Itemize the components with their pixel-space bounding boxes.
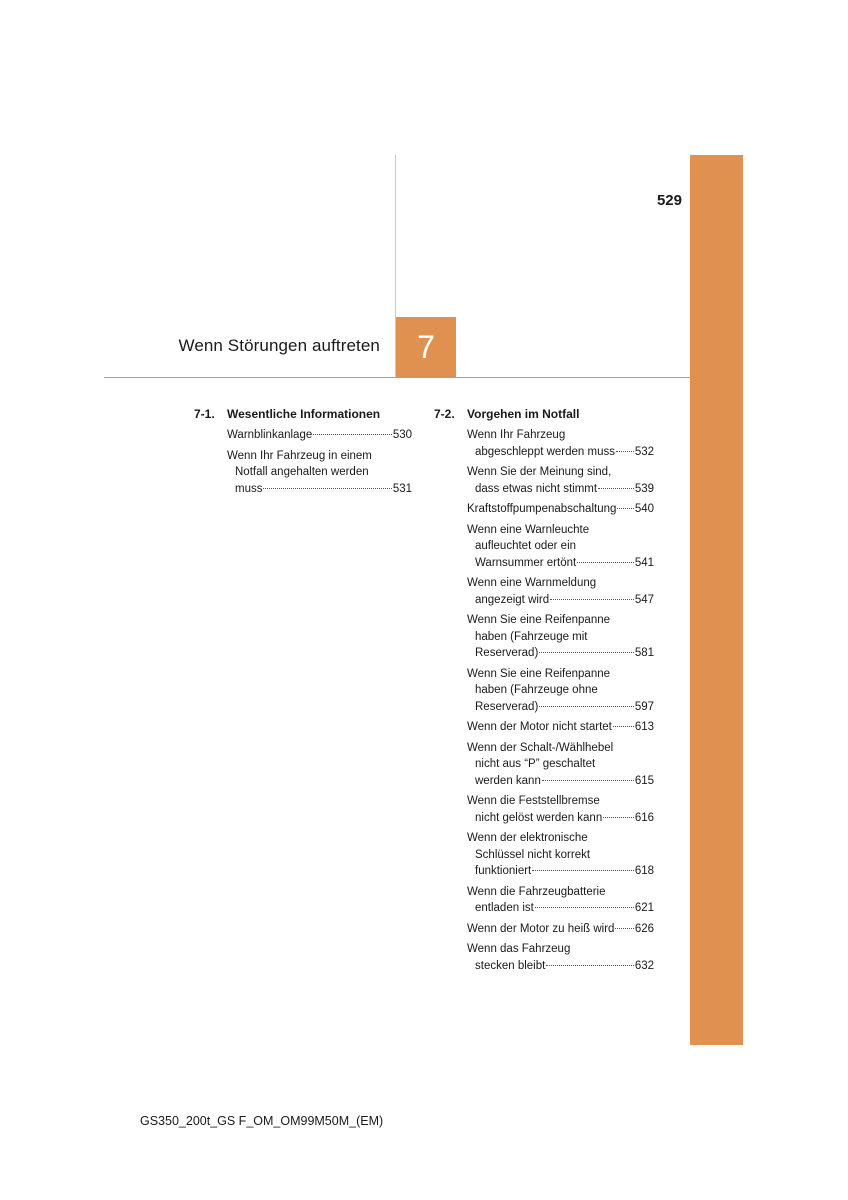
toc-entry[interactable] <box>467 501 654 518</box>
toc-entry-line <box>467 427 654 444</box>
toc-entry-page: 530 <box>392 429 412 441</box>
section-number: 7-2. <box>434 407 455 421</box>
toc-entry-text: Kraftstoffpumpenabschaltung <box>467 503 617 515</box>
toc-entry-page: 547 <box>634 593 654 606</box>
toc-entry-line <box>467 464 654 481</box>
dot-leader <box>542 780 634 781</box>
dot-leader <box>263 488 391 489</box>
toc-entry-text: Notfall angehalten werden <box>235 466 369 478</box>
toc-entry-page: 531 <box>392 482 412 495</box>
dot-leader <box>617 508 633 509</box>
dot-leader <box>550 599 634 600</box>
toc-entry-text: Warnblinkanlage <box>227 429 313 441</box>
toc-entry-text: haben (Fahrzeuge ohne <box>475 684 598 696</box>
section-title: Wesentliche Informationen <box>227 407 381 421</box>
toc-entry-line <box>467 900 654 917</box>
toc-entry-text: Wenn das Fahrzeug <box>467 943 571 955</box>
toc-entry-text: Schlüssel nicht korrekt <box>475 848 591 861</box>
toc-entry-text: Warnsummer ertönt <box>475 556 577 569</box>
toc-entry[interactable] <box>227 448 412 498</box>
toc-entry-page: 613 <box>634 721 654 733</box>
toc-entry-text: muss <box>235 482 263 495</box>
toc-entry-line <box>467 884 654 901</box>
chapter-thumb-tab <box>690 155 743 1045</box>
toc-entry-line <box>467 538 654 555</box>
toc-entry-page: 532 <box>634 445 654 458</box>
section-title: Vorgehen im Notfall <box>467 407 580 421</box>
toc-entry-page: 618 <box>634 865 654 877</box>
toc-entry-line <box>467 592 654 609</box>
toc-entry-page: 540 <box>634 503 654 515</box>
toc-entry[interactable] <box>467 719 654 736</box>
dot-leader <box>615 928 633 929</box>
toc-entry-page: 581 <box>634 647 654 659</box>
toc-entry-text: stecken bleibt <box>475 959 546 972</box>
dot-leader <box>539 652 634 653</box>
toc-entry-line <box>467 682 654 699</box>
toc-entry-line <box>467 921 654 938</box>
toc-entry-page: 626 <box>634 922 654 935</box>
toc-entry[interactable] <box>467 612 654 662</box>
toc-entry[interactable] <box>227 427 412 444</box>
toc-section-7-2 <box>434 406 654 978</box>
toc-entry-text: Wenn eine Warnleuchte <box>467 523 590 536</box>
section-heading <box>434 406 654 423</box>
chapter-rule <box>104 377 690 378</box>
toc-entry-line <box>467 773 654 790</box>
dot-leader <box>313 434 392 435</box>
toc-entry-line <box>467 847 654 864</box>
dot-leader <box>613 726 634 727</box>
toc-entry-line <box>467 481 654 498</box>
toc-entry-text: entladen ist <box>475 902 534 914</box>
toc-entry-line <box>467 740 654 757</box>
toc-entry-line <box>227 448 412 465</box>
dot-leader <box>603 817 634 818</box>
toc-entry-text: Wenn Ihr Fahrzeug <box>467 429 566 441</box>
toc-entry-text: werden kann <box>475 774 541 787</box>
toc-entry-text: Wenn der Motor zu heiß wird <box>467 922 615 935</box>
toc-entry-line <box>467 501 654 518</box>
dot-leader <box>546 965 633 966</box>
toc-entry-page: 632 <box>634 959 654 972</box>
toc-entry-line <box>467 830 654 847</box>
toc-entry[interactable] <box>467 941 654 974</box>
toc-entry-line <box>467 863 654 880</box>
dot-leader <box>577 562 634 563</box>
toc-entry[interactable] <box>467 884 654 917</box>
toc-entry[interactable] <box>467 921 654 938</box>
toc-entry-line <box>227 464 412 481</box>
toc-entry-text: nicht gelöst werden kann <box>475 811 603 824</box>
toc-entry-text: Wenn der elektronische <box>467 832 588 844</box>
section-number: 7-1. <box>194 407 215 421</box>
toc-entry[interactable] <box>467 793 654 826</box>
toc-entry-line <box>467 522 654 539</box>
footer-code: GS350_200t_GS F_OM_OM99M50M_(EM) <box>140 1114 384 1128</box>
toc-entry-line <box>467 555 654 572</box>
toc-entry-line <box>467 958 654 975</box>
toc-entry[interactable] <box>467 575 654 608</box>
toc-entry-text: Wenn eine Warnmeldung <box>467 577 597 589</box>
toc-entry-text: angezeigt wird <box>475 593 550 606</box>
toc-entry-line <box>467 941 654 958</box>
dot-leader <box>532 870 634 871</box>
toc-entry[interactable] <box>467 740 654 790</box>
dot-leader <box>598 488 634 489</box>
toc-entry-line <box>467 793 654 810</box>
toc-entry-line <box>467 645 654 662</box>
chapter-title: Wenn Störungen auftreten <box>178 336 380 355</box>
toc-entry-line <box>467 719 654 736</box>
toc-entry-text: Reserverad) <box>475 700 539 713</box>
toc-entry-line <box>467 612 654 629</box>
toc-entry-text: Wenn Sie der Meinung sind, <box>467 466 612 478</box>
dot-leader <box>539 706 634 707</box>
dot-leader <box>535 907 634 908</box>
toc-entry-text: dass etwas nicht stimmt <box>475 482 598 495</box>
toc-entry-page: 616 <box>634 811 654 824</box>
toc-entry-text: Wenn der Schalt-/Wählhebel <box>467 741 614 754</box>
toc-entry-text: abgeschleppt werden muss <box>475 445 615 458</box>
toc-entry-line <box>227 427 412 444</box>
toc-entry-line <box>467 629 654 646</box>
toc-entry-text: aufleuchtet oder ein <box>475 540 577 552</box>
toc-entry-text: funktioniert <box>475 865 532 877</box>
toc-entry-line <box>467 699 654 716</box>
dot-leader <box>616 451 634 452</box>
toc-entry[interactable] <box>467 522 654 572</box>
toc-entry-page: 621 <box>634 902 654 914</box>
toc-entry-text: Wenn Ihr Fahrzeug in einem <box>227 449 372 462</box>
toc-entry[interactable] <box>467 427 654 460</box>
toc-entry[interactable] <box>467 666 654 716</box>
section-heading <box>194 406 412 423</box>
toc-entry-line <box>467 444 654 461</box>
toc-entry-line <box>227 481 412 498</box>
toc-entry-text: haben (Fahrzeuge mit <box>475 630 588 643</box>
toc-entry-text: nicht aus “P” geschaltet <box>475 758 596 770</box>
toc-entry-text: Reserverad) <box>475 647 539 659</box>
toc-entry-text: Wenn Sie eine Reifenpanne <box>467 614 611 626</box>
toc-entry[interactable] <box>467 464 654 497</box>
toc-section-7-1 <box>194 406 412 501</box>
toc-entry-page: 597 <box>634 700 654 713</box>
toc-entry-page: 615 <box>634 774 654 787</box>
toc-entry-text: Wenn der Motor nicht startet <box>467 721 612 733</box>
toc-entry-text: Wenn Sie eine Reifenpanne <box>467 667 611 680</box>
chapter-number-badge: 7 <box>396 317 456 377</box>
toc-entry-text: Wenn die Feststellbremse <box>467 795 600 807</box>
toc-entry-line <box>467 810 654 827</box>
toc-entry-line <box>467 666 654 683</box>
toc-entry-page: 541 <box>634 556 654 569</box>
toc-entry-line <box>467 756 654 773</box>
page-number: 529 <box>656 192 682 209</box>
toc-entry[interactable] <box>467 830 654 880</box>
toc-entry-page: 539 <box>634 482 654 495</box>
toc-entry-line <box>467 575 654 592</box>
toc-entry-text: Wenn die Fahrzeugbatterie <box>467 885 606 898</box>
